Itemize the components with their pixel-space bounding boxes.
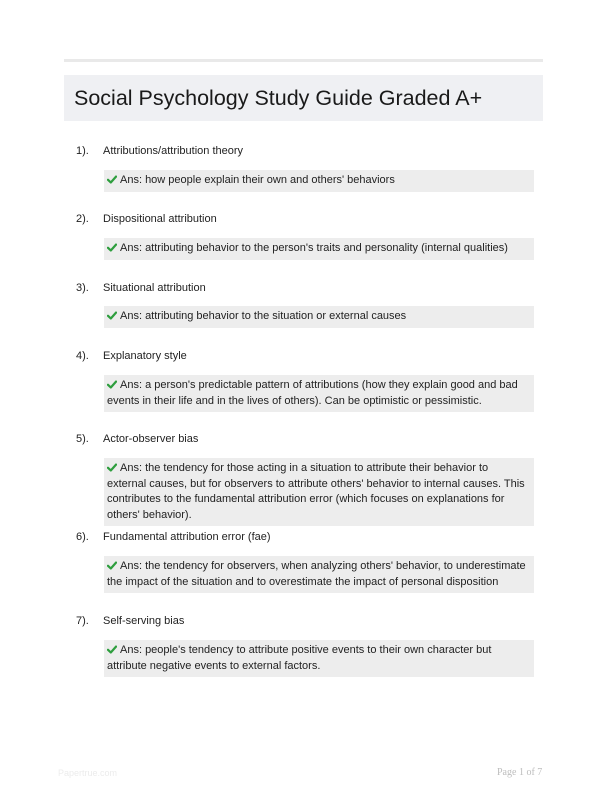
answer-box — [104, 458, 534, 526]
check-icon — [107, 380, 117, 389]
answer-text: Ans: attributing behavior to the person's traits and personality (internal qualities) — [120, 242, 508, 254]
answer-text: Ans: people's tendency to attribute positive events to their own character but attribute negative events to external factors. — [107, 644, 492, 672]
question-text: Situational attribution — [103, 282, 206, 294]
question-text: Attributions/attribution theory — [103, 145, 244, 157]
question-number: 3). — [76, 282, 89, 294]
check-icon — [107, 561, 117, 570]
question-number: 5). — [76, 433, 89, 445]
check-icon — [107, 311, 117, 320]
question-number: 2). — [76, 213, 89, 225]
question-number: 6). — [76, 531, 89, 543]
check-icon — [107, 175, 117, 184]
question-number: 4). — [76, 350, 89, 362]
question-text: Fundamental attribution error (fae) — [103, 531, 271, 543]
page-title: Social Psychology Study Guide Graded A+ — [74, 85, 483, 110]
watermark-text: Papertrue.com — [58, 768, 118, 778]
answer-box — [104, 556, 534, 593]
check-icon — [107, 645, 117, 654]
question-text: Dispositional attribution — [103, 213, 217, 225]
question-text: Actor-observer bias — [103, 433, 199, 445]
answer-text: Ans: a person's predictable pattern of attributions (how they explain good and bad events in their life and in the lives of others). Can be optimistic or pessimistic. — [107, 379, 518, 407]
answer-text: Ans: the tendency for observers, when analyzing others' behavior, to underestimate the impact of the situation and to overestimate the impact of personal disposition — [107, 560, 526, 588]
answer-box — [104, 170, 534, 192]
question-number: 1). — [76, 145, 89, 157]
check-icon — [107, 243, 117, 252]
answer-text: Ans: how people explain their own and others' behaviors — [120, 174, 395, 186]
answer-text: Ans: the tendency for those acting in a situation to attribute their behavior to external causes, but for observers to attribute others' behavior to internal causes. This contributes to the fundamental attribution error (which focuses on explanations for others' behavior). — [107, 462, 525, 521]
answer-text: Ans: attributing behavior to the situation or external causes — [120, 310, 407, 322]
question-text: Self-serving bias — [103, 615, 185, 627]
question-number: 7). — [76, 615, 89, 627]
answer-box — [104, 375, 534, 412]
question-text: Explanatory style — [103, 350, 187, 362]
answer-box — [104, 306, 534, 328]
answer-box — [104, 238, 534, 260]
check-icon — [107, 463, 117, 472]
page-number: Page 1 of 7 — [497, 767, 543, 778]
answer-box — [104, 640, 534, 677]
